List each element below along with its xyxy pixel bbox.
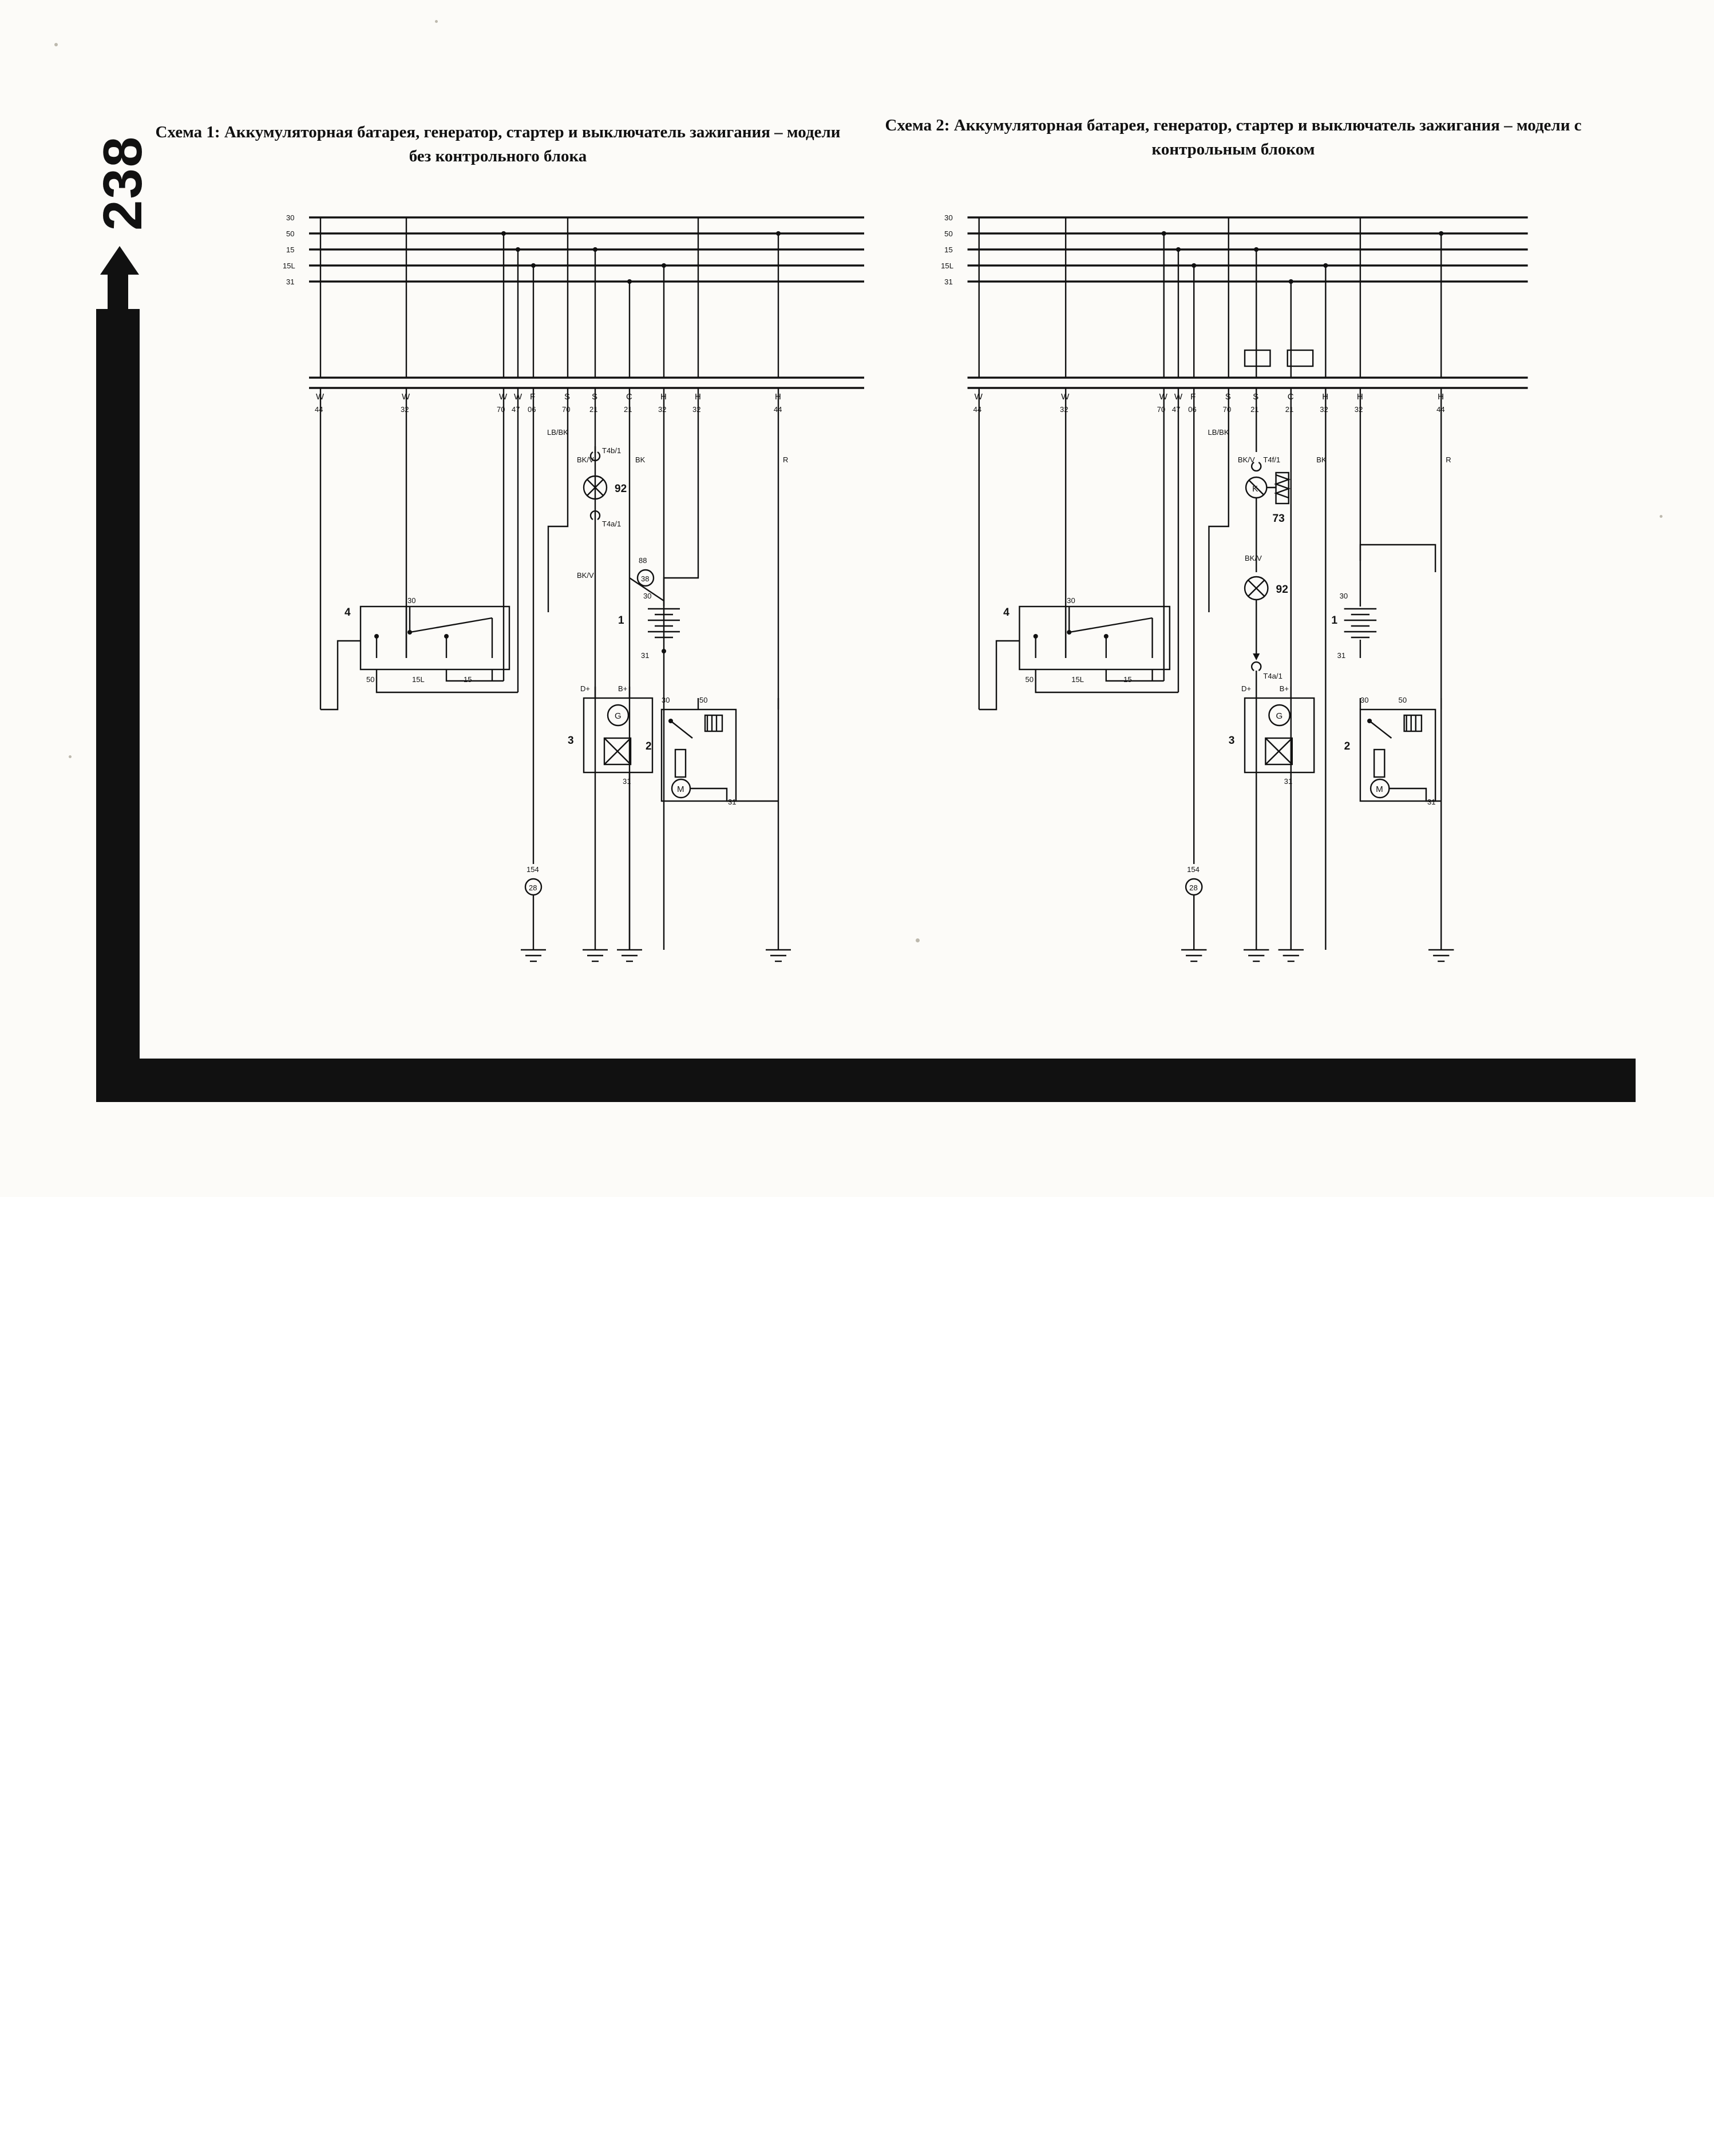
svg-text:15: 15 xyxy=(286,245,295,254)
svg-text:38: 38 xyxy=(641,574,650,583)
ignition-switch-4-2 xyxy=(979,596,1178,710)
svg-text:G: G xyxy=(615,711,622,721)
scan-speck xyxy=(435,20,438,23)
svg-text:31: 31 xyxy=(623,777,631,786)
svg-text:2: 2 xyxy=(646,740,652,752)
svg-text:T4f/1: T4f/1 xyxy=(1263,455,1281,464)
svg-text:50: 50 xyxy=(366,675,375,684)
svg-text:44: 44 xyxy=(315,405,323,414)
scan-speck xyxy=(54,43,58,46)
up-arrow-icon xyxy=(100,246,139,275)
svg-text:D+: D+ xyxy=(580,684,590,693)
svg-text:47: 47 xyxy=(1171,405,1181,414)
svg-text:W: W xyxy=(1174,392,1183,402)
power-bus-lines xyxy=(309,217,864,282)
svg-text:T4b/1: T4b/1 xyxy=(602,446,622,455)
connector-bar-2 xyxy=(968,378,1528,388)
wire-color-lbbk-2: LB/BK xyxy=(1208,428,1229,437)
svg-text:D+: D+ xyxy=(1241,684,1252,693)
svg-text:70: 70 xyxy=(562,405,571,414)
svg-text:K: K xyxy=(1252,484,1258,494)
alternator-3-2 xyxy=(1229,684,1314,950)
svg-text:50: 50 xyxy=(286,229,295,238)
svg-text:30: 30 xyxy=(286,213,295,222)
connector-bar xyxy=(309,378,864,388)
svg-text:B+: B+ xyxy=(1279,684,1289,693)
battery-1-2 xyxy=(1331,545,1435,660)
svg-text:31: 31 xyxy=(728,798,737,806)
svg-text:H: H xyxy=(695,392,701,402)
schema1-title: Схема 1: Аккумуляторная батарея, генератор, стартер и выключатель зажигания – модели без контрольного блока xyxy=(155,123,841,166)
module-block-a xyxy=(1245,350,1270,366)
svg-text:30: 30 xyxy=(1067,596,1075,605)
svg-text:30: 30 xyxy=(662,696,670,704)
connector-numbers-2 xyxy=(973,405,1445,414)
ground-node-154 xyxy=(525,865,541,950)
svg-text:W: W xyxy=(1061,392,1070,402)
svg-text:B+: B+ xyxy=(618,684,628,693)
svg-text:31: 31 xyxy=(641,651,650,660)
svg-text:H: H xyxy=(1438,392,1444,402)
svg-text:2: 2 xyxy=(1344,740,1351,752)
page-number: 238 xyxy=(92,135,153,231)
svg-text:73: 73 xyxy=(1272,513,1285,525)
svg-text:70: 70 xyxy=(497,405,505,414)
ground-node-154-2 xyxy=(1186,865,1202,950)
scan-speck xyxy=(1660,515,1662,518)
wire-color-lbbk: LB/BK xyxy=(547,428,568,437)
svg-text:W: W xyxy=(974,392,983,402)
svg-text:15: 15 xyxy=(1123,675,1132,684)
svg-text:31: 31 xyxy=(1337,651,1346,660)
svg-text:M: M xyxy=(677,784,684,794)
svg-text:30: 30 xyxy=(1339,592,1348,600)
svg-text:31: 31 xyxy=(1284,777,1293,786)
svg-text:15: 15 xyxy=(464,675,472,684)
svg-text:F: F xyxy=(530,392,536,402)
svg-text:50: 50 xyxy=(699,696,708,704)
svg-text:15L: 15L xyxy=(1071,675,1084,684)
schema2-title: Схема 2: Аккумуляторная батарея, генератор, стартер и выключатель зажигания – модели с контрольным блоком xyxy=(885,116,1582,159)
svg-text:15L: 15L xyxy=(412,675,425,684)
wire-color-bkv: BK/V xyxy=(577,455,594,464)
footer-title: Электрические схемы xyxy=(926,2130,1182,2148)
svg-text:47: 47 xyxy=(512,405,520,414)
wire-color-r: R xyxy=(783,455,789,464)
svg-text:92: 92 xyxy=(1276,584,1288,596)
svg-text:50: 50 xyxy=(944,229,953,238)
svg-text:S: S xyxy=(592,392,598,402)
svg-text:32: 32 xyxy=(401,405,409,414)
svg-text:31: 31 xyxy=(1427,798,1436,806)
svg-text:15L: 15L xyxy=(283,261,295,270)
svg-text:44: 44 xyxy=(973,405,982,414)
svg-text:T4a/1: T4a/1 xyxy=(602,520,622,528)
svg-text:3: 3 xyxy=(568,735,574,747)
svg-text:32: 32 xyxy=(1354,405,1363,414)
svg-text:H: H xyxy=(1356,392,1363,402)
svg-text:S: S xyxy=(1225,392,1231,402)
svg-text:32: 32 xyxy=(692,405,701,414)
starter-2 xyxy=(646,696,778,806)
svg-text:06: 06 xyxy=(528,405,536,414)
starter-2-2 xyxy=(1344,696,1442,806)
page-frame-vertical xyxy=(96,309,140,1081)
svg-text:30: 30 xyxy=(643,592,652,600)
svg-text:21: 21 xyxy=(1250,405,1259,414)
svg-text:32: 32 xyxy=(1060,405,1068,414)
svg-text:3: 3 xyxy=(1228,735,1235,747)
svg-text:1: 1 xyxy=(618,615,624,627)
bus-drop-wires xyxy=(320,217,778,378)
wiring-diagram-schema-1 xyxy=(275,206,887,1030)
scan-speck xyxy=(69,755,72,758)
svg-text:50: 50 xyxy=(1025,675,1034,684)
connector-letters xyxy=(316,392,781,402)
svg-text:4: 4 xyxy=(345,607,351,619)
wire-color-bkv2: BK/V xyxy=(577,571,594,580)
connector-letters-2 xyxy=(975,392,1444,402)
svg-text:T4a/1: T4a/1 xyxy=(1263,672,1282,680)
wire-color-r-2: R xyxy=(1446,455,1451,464)
ground-symbols-2 xyxy=(1181,950,1454,961)
svg-text:C: C xyxy=(626,392,632,402)
wire-color-bkv-2b: BK/V xyxy=(1245,554,1262,562)
svg-text:30: 30 xyxy=(407,596,416,605)
svg-text:88: 88 xyxy=(639,556,647,565)
svg-text:32: 32 xyxy=(1320,405,1328,414)
svg-text:44: 44 xyxy=(774,405,782,414)
svg-text:M: M xyxy=(1376,784,1383,794)
svg-text:31: 31 xyxy=(286,278,295,286)
scan-speck xyxy=(916,938,920,942)
svg-text:154: 154 xyxy=(527,865,539,874)
svg-text:70: 70 xyxy=(1157,405,1166,414)
svg-text:28: 28 xyxy=(529,883,537,892)
wire-color-bk-2: BK xyxy=(1316,455,1327,464)
indicator-lamp-92-2 xyxy=(1245,577,1288,658)
svg-text:4: 4 xyxy=(1003,607,1010,619)
svg-text:W: W xyxy=(402,392,410,402)
svg-text:31: 31 xyxy=(944,278,953,286)
wire-color-bkv-2: BK/V xyxy=(1237,455,1255,464)
ignition-switch-4 xyxy=(320,596,518,710)
ground-symbols xyxy=(521,950,791,961)
svg-text:21: 21 xyxy=(1285,405,1294,414)
wire-color-bk: BK xyxy=(635,455,646,464)
svg-text:70: 70 xyxy=(1222,405,1232,414)
svg-text:15L: 15L xyxy=(941,261,954,270)
svg-text:44: 44 xyxy=(1436,405,1445,414)
svg-text:H: H xyxy=(1322,392,1329,402)
svg-text:30: 30 xyxy=(1360,696,1369,704)
svg-text:15: 15 xyxy=(944,245,953,254)
svg-text:30: 30 xyxy=(944,213,953,222)
power-bus-lines-2 xyxy=(968,217,1528,282)
svg-text:G: G xyxy=(1276,711,1283,721)
svg-text:W: W xyxy=(514,392,522,402)
svg-text:32: 32 xyxy=(658,405,667,414)
svg-text:92: 92 xyxy=(615,483,627,495)
page-frame-horizontal xyxy=(96,1059,1636,2148)
svg-text:28: 28 xyxy=(1189,883,1198,892)
svg-text:C: C xyxy=(1287,392,1294,402)
svg-text:W: W xyxy=(499,392,508,402)
svg-text:S: S xyxy=(1253,392,1259,402)
svg-text:F: F xyxy=(1190,392,1196,402)
svg-text:50: 50 xyxy=(1398,696,1407,704)
svg-text:S: S xyxy=(564,392,571,402)
indicator-lamp-92 xyxy=(584,476,627,499)
svg-text:21: 21 xyxy=(589,405,598,414)
svg-text:W: W xyxy=(1159,392,1167,402)
alternator-3 xyxy=(568,684,652,950)
svg-text:21: 21 xyxy=(624,405,632,414)
svg-text:H: H xyxy=(660,392,667,402)
svg-text:1: 1 xyxy=(1331,615,1338,627)
node-88 xyxy=(638,556,654,586)
svg-text:154: 154 xyxy=(1187,865,1200,874)
connector-numbers xyxy=(315,405,782,414)
bus-drop-wires-2 xyxy=(979,217,1441,378)
svg-text:06: 06 xyxy=(1188,405,1197,414)
svg-text:W: W xyxy=(316,392,324,402)
wiring-diagram-schema-2 xyxy=(933,206,1551,1030)
svg-text:H: H xyxy=(775,392,781,402)
